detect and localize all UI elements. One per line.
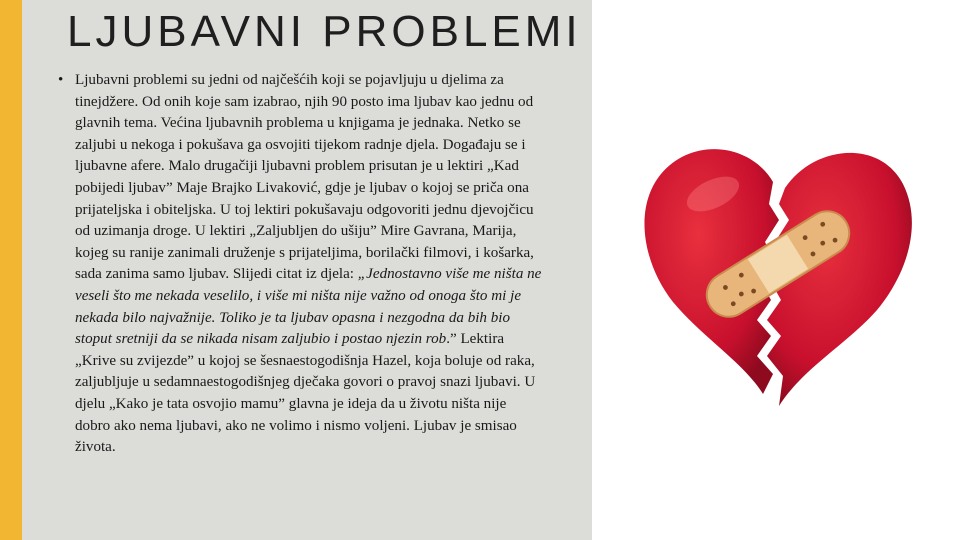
- paragraph-outro: .” Lektira „Krive su zvijezde” u kojoj se šesnaestogodišnja Hazel, koja boluje od raka, zaljubljuje u sedamnaestogodišnjeg dječaka govori o pravoj snazi ljubavi. U djelu „Kako je tata osvojio mamu” glavna je ideja da u životu ništa nije dobro ako nema ljubavi, ako ne volimo i nismo voljeni. Ljubav je smisao života.: [75, 331, 536, 456]
- accent-bar: [0, 0, 22, 540]
- broken-heart-icon: [633, 124, 923, 414]
- broken-heart-image: [633, 124, 923, 414]
- bullet-marker: •: [58, 72, 64, 88]
- panel-torn-edge: [560, 0, 620, 540]
- quote-text: „Jednostavno više me ništa ne veseli što me nekada veselilo, i više mi ništa nije važno od onoga što mi je nekada bilo najvažnije. Toliko je ta ljubav opasna i nezgodna da bih bio stoput sretniji da se nikada nisam zaljubio i postao njezin rob: [75, 266, 542, 348]
- body-text: [58, 70, 542, 459]
- slide-title: LJUBAVNI PROBLEMI: [67, 7, 582, 56]
- body-paragraph: [58, 70, 542, 459]
- paragraph-intro: Ljubavni problemi su jedni od najčešćih koji se pojavljuju u djelima za tinejdžere. Od onih koje sam izabrao, njih 90 posto ima ljubav kao jednu od glavnih tema. Većina ljubavnih problema u knjigama je jednaka. Netko se zaljubi u nekoga i pokušava ga osvojiti tijekom radnje djela. Događaju se i ljubavne afere. Malo drugačiji ljubavni problem prisutan je u lektiri „Kad pobijedi ljubav” Maje Brajko Livaković, gdje je ljubav o kojoj se priča ona prijateljska i obiteljska. U toj lektiri pokušavaju odgovoriti jednu djevojčicu od uzimanja droge. U lektiri „Zaljubljen do ušiju” Mire Gavrana, Marija, kojeg su ranije zanimali druženje s prijateljima, borilački filmovi, i košarka, sada zanima samo ljubav. Slijedi citat iz djela:: [75, 72, 534, 283]
